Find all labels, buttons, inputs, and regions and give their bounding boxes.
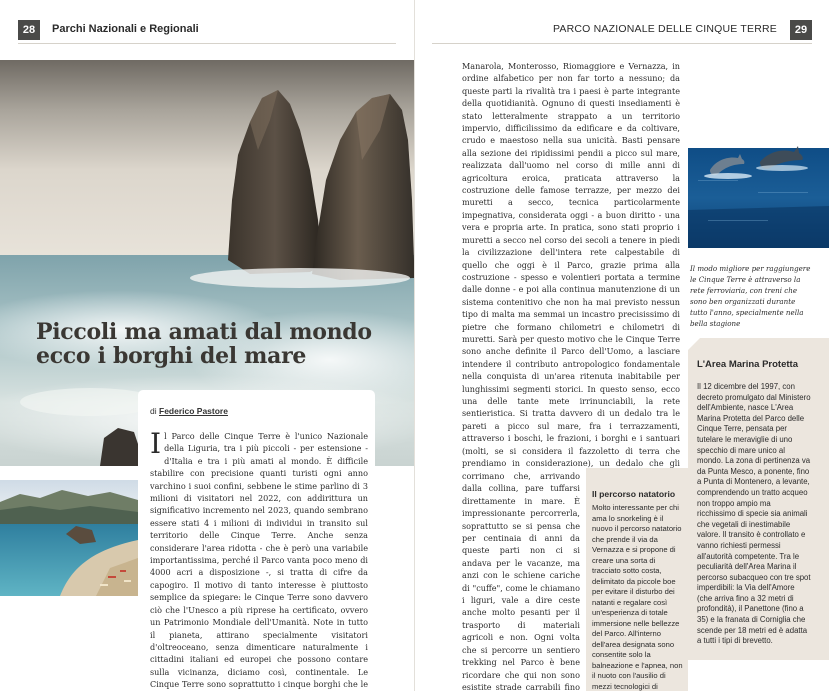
body-column-3: corrimano che, arrivando dalla collina, pare tuffarsi direttamente in mare. È impressionante percorrerla, soprattutto se si pensa che per centinaia di anni da queste parti non ci si andava per le vacanze, ma anzi con le schiene cariche di "cuffe", come le chiamano i liguri, vale a dire ceste anche molto pesanti per il trasporto di materiali agricoli e non. Ogni volta che si percorre un sentiero trekking nel Parco è bene ricordare che qui non sono esistite strade carrabili fino xyxy=(462,471,580,691)
right-page-number: 29 xyxy=(790,20,812,40)
beach-photo xyxy=(0,480,138,596)
sidebar-swimming-title: Il percorso natatorio xyxy=(592,489,676,499)
body-column-2: Manarola, Monterosso, Riomaggiore e Vernazza, in ordine alfabetico per non far torto a nessuno; da queste parti la rivalità tra i paesi è parte integrante della quotidianità. Ognuno di questi insediamenti è stato letteralmente strappato a un territorio impervio, difficilissimo da edificare e da coltivare, crudo e maestoso nella sua unicità. Basti pensare alla sezione dei ripidissimi pendii a picco sul mare, realizzata dall'uomo nel corso di mille anni di agricoltura eroica, praticata attraverso la costruzione delle famose terrazze, per mezzo dei muretti a secco, tecnica particolarmente impegnativa, considerata oggi - a buon diritto - una vera e propria arte. In pratica, sono stati proprio i muretti a secco nel corso dei secoli a tenere in piedi la civilizzazione dell'intera rete calpestabile di quello che oggi è il Parco, grazie prima alla costruzione - spesso e volentieri portata a termine dalle donne - e poi alla continua manutenzione di un sistema contenitivo che non ha mai previsto nessun tipo di malta ma semmai un incastro precisissimo di pietre che formano chilometri e chilometri di muretti. Sarà per questo motivo che le Cinque Terre sono anche definite il Parco dell'Uomo, a lasciare intendere il contributo antropologico fondamentale nella conquista di un'area ritenuta inabitabile per lunghissimi segmenti storici. In questo senso, ecco una delle tante mete irrinunciabili, la rete sentieristica. Si tratta davvero di un dedalo tra le pareti a picco sul mare, fra i terrazzamenti, attraverso i boschi, le frazioni, i borghi e i santuari (molti, se si considera il fazzoletto di terra che prendiamo in considerazione), un dedalo che gli xyxy=(462,61,680,468)
article-headline: Piccoli ma amati dal mondo ecco i borghi del mare xyxy=(36,319,372,369)
sidebar-marine-body: Il 12 dicembre del 1997, con decreto promulgato dal Ministero dell'Ambiente, nasce L'Area Marina Protetta del Parco delle Cinque Terre, pensata per tutelare le meraviglie di uno specchio di mare unico al mondo. La zona di pertinenza va da Punta Mesco, a ponente, fino a Punta di Montenero, a levante, comprendendo un tratto acqueo non troppo ampio ma ricchissimo di specie sia animali che vegetali di inestimabile valore. Il transito è controllato e vanno richiesti permessi all'autorità competente. Tra le peculiarità dell'Area Marina il percorso subacqueo con tre spot imperdibili: la Via dell'Amore (che arriva fino a 32 metri di profondità), il Panettone (fino a 35) e la franata di Corniglia che scende per 18 metri ed è adatta a tutti i tipi di brevetto. xyxy=(697,382,811,646)
right-section-title: PARCO NAZIONALE DELLE CINQUE TERRE xyxy=(552,23,777,35)
body-column-1-text: l Parco delle Cinque Terre è l'unico Nazionale della Liguria, tra i più piccoli - per estensione - d'Italia e tra i più amati al mondo. È difficile stabilire con precisione quanti turisti ogni anno varchino i suoi confini, sebbene le stime parlino di 3 milioni di visitatori nel 2022, con addirittura un significativo incremento nel 2023, quando sembrano essere stati 4 i milioni di individui in transito sul territorio delle Cinque Terre. Anche senza considerare l'area ridotta - che è però una variabile importantissima, perché il Parco vanta poco meno di 4000 acri a disposizione -, si tratta di cifre da capogiro. Il motivo di tanto interesse è piuttosto semplice da spiegare: le Cinque Terre sono davvero ciò che l'Unesco a più riprese ha certificato, ovvero un Patrimonio Mondiale dell'Umanità. Note in tutto il pianeta, attirano specialmente visitatori d'oltreoceano, senza dimenticare naturalmente i cittadini italiani ed europei che possono contare sulla vicinanza, diciamo così, continentale. Le Cinque Terre sono soprattutto i cinque borghi che le xyxy=(150,431,368,690)
author-name: Federico Pastore xyxy=(159,406,228,416)
left-page-number: 28 xyxy=(18,20,40,40)
sidebar-marine-title: L'Area Marina Protetta xyxy=(697,359,798,370)
dolphins-photo xyxy=(688,60,829,248)
page-gutter xyxy=(414,0,415,691)
photo-caption: Il modo migliore per raggiungere le Cinque Terre è attraverso la rete ferroviaria, con treni che sono ben organizzati durante tutto l'anno, specialmente nella bella stagione xyxy=(690,264,811,328)
sidebar-marine-notch xyxy=(688,338,700,350)
right-header-rule xyxy=(432,43,812,44)
drop-cap: I xyxy=(150,430,162,460)
sidebar-swimming-body: Molto interessante per chi ama lo snorkeling è il nuovo il percorso natatorio che prende il via da Vernazza e si propone di creare una sorta di tracciato sotto costa, delimitato da piccole boe per evitare il disturbo dei natanti e regalare così un'esperienza di totale immersione nelle bellezze del Parco. All'interno dell'area designata sono consentite solo la balneazione e l'apnea, non il nuoto con l'ausilio di mezzi tecnologici di xyxy=(592,503,683,691)
left-section-title: Parchi Nazionali e Regionali xyxy=(52,23,199,35)
left-header-rule xyxy=(18,43,396,44)
byline xyxy=(150,406,228,416)
byline-prefix: di xyxy=(150,406,157,416)
body-column-1 xyxy=(150,430,368,691)
